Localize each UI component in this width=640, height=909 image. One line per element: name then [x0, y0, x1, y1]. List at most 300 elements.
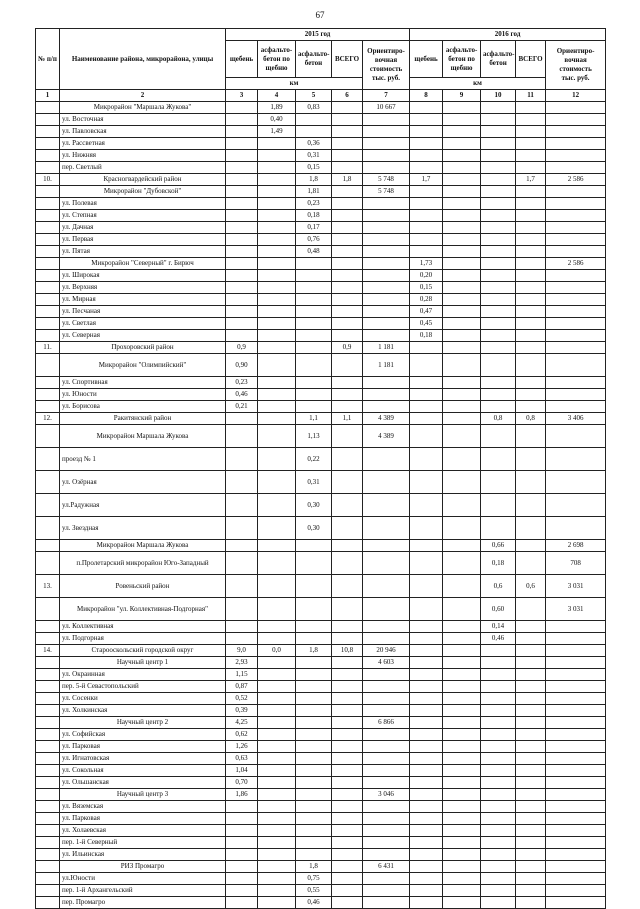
row-value — [258, 198, 296, 210]
row-value: 0,18 — [481, 552, 516, 575]
row-value — [296, 621, 332, 633]
row-name: Ровеньский район — [60, 575, 226, 598]
row-value — [516, 897, 546, 909]
row-value — [516, 741, 546, 753]
row-value — [481, 282, 516, 294]
row-number — [36, 234, 60, 246]
row-value — [332, 741, 363, 753]
row-value — [226, 837, 258, 849]
row-value — [363, 753, 410, 765]
row-number — [36, 306, 60, 318]
row-value: 1 181 — [363, 342, 410, 354]
row-value — [443, 705, 481, 717]
row-value — [258, 741, 296, 753]
row-value — [410, 633, 443, 645]
row-value: 0,6 — [481, 575, 516, 598]
table-row — [36, 174, 606, 186]
row-value — [443, 102, 481, 114]
table-row — [36, 114, 606, 126]
row-value: 3 406 — [546, 413, 606, 425]
row-value: 0,90 — [226, 354, 258, 377]
row-value — [258, 150, 296, 162]
row-value: 0,15 — [296, 162, 332, 174]
row-value — [516, 657, 546, 669]
row-value — [363, 282, 410, 294]
row-value: 0,46 — [296, 897, 332, 909]
row-value: 1 181 — [363, 354, 410, 377]
row-value — [410, 126, 443, 138]
row-value — [443, 389, 481, 401]
row-value — [546, 813, 606, 825]
row-value — [296, 330, 332, 342]
row-value: 0,36 — [296, 138, 332, 150]
row-value — [363, 837, 410, 849]
table-row — [36, 729, 606, 741]
row-value — [443, 517, 481, 540]
row-value — [226, 138, 258, 150]
row-value — [363, 777, 410, 789]
row-value — [546, 246, 606, 258]
row-value — [296, 540, 332, 552]
row-name: ул. Полевая — [60, 198, 226, 210]
table-row — [36, 777, 606, 789]
row-value — [332, 471, 363, 494]
row-name: ул. Озёрная — [60, 471, 226, 494]
row-value — [516, 621, 546, 633]
row-name: ул. Ольшанская — [60, 777, 226, 789]
row-value — [546, 494, 606, 517]
row-value — [410, 102, 443, 114]
row-value — [332, 126, 363, 138]
table-row — [36, 330, 606, 342]
row-value — [258, 897, 296, 909]
row-value — [443, 377, 481, 389]
row-value — [258, 717, 296, 729]
row-value: 1,1 — [332, 413, 363, 425]
row-value — [363, 138, 410, 150]
row-number — [36, 258, 60, 270]
row-value — [443, 693, 481, 705]
row-value — [410, 222, 443, 234]
row-name: ул. Мирная — [60, 294, 226, 306]
row-value: 0,47 — [410, 306, 443, 318]
row-value — [546, 741, 606, 753]
row-value — [296, 270, 332, 282]
row-value: 0,22 — [296, 448, 332, 471]
row-value — [363, 162, 410, 174]
row-value — [516, 246, 546, 258]
table-row — [36, 282, 606, 294]
row-value: 0,31 — [296, 150, 332, 162]
row-value — [332, 330, 363, 342]
row-name: ул. Песчаная — [60, 306, 226, 318]
table-row — [36, 741, 606, 753]
row-value — [258, 813, 296, 825]
row-value — [363, 633, 410, 645]
row-value — [410, 873, 443, 885]
row-value — [443, 753, 481, 765]
row-value — [226, 126, 258, 138]
table-row — [36, 389, 606, 401]
row-number — [36, 789, 60, 801]
row-value — [516, 330, 546, 342]
row-name: пер. Промагро — [60, 897, 226, 909]
row-name: ул. Сокольная — [60, 765, 226, 777]
table-row — [36, 222, 606, 234]
row-value — [546, 306, 606, 318]
row-value — [226, 174, 258, 186]
row-value — [258, 425, 296, 448]
row-value — [258, 837, 296, 849]
row-value — [363, 150, 410, 162]
row-value — [258, 765, 296, 777]
row-value — [410, 705, 443, 717]
row-number: 11. — [36, 342, 60, 354]
row-value — [363, 741, 410, 753]
row-value — [410, 138, 443, 150]
table-row — [36, 126, 606, 138]
col-number: 5 — [296, 90, 332, 102]
row-value — [481, 222, 516, 234]
row-value — [332, 837, 363, 849]
header-2016-asphalt-gravel: асфальто-бетон по щебню — [443, 41, 481, 78]
row-value — [258, 849, 296, 861]
row-value — [332, 873, 363, 885]
row-value — [481, 789, 516, 801]
row-value — [481, 777, 516, 789]
col-number: 9 — [443, 90, 481, 102]
row-value — [258, 669, 296, 681]
row-value — [546, 270, 606, 282]
row-value: 6 431 — [363, 861, 410, 873]
row-value — [546, 789, 606, 801]
row-value — [516, 885, 546, 897]
row-value — [363, 575, 410, 598]
row-value — [296, 389, 332, 401]
row-number — [36, 657, 60, 669]
row-value — [481, 354, 516, 377]
row-value: 4 389 — [363, 425, 410, 448]
row-value — [546, 633, 606, 645]
row-value: 0,18 — [410, 330, 443, 342]
row-value: 9,0 — [226, 645, 258, 657]
row-value — [332, 294, 363, 306]
row-value: 5 748 — [363, 174, 410, 186]
row-value — [332, 186, 363, 198]
row-value — [296, 825, 332, 837]
row-value — [481, 174, 516, 186]
row-value — [332, 114, 363, 126]
row-number: 14. — [36, 645, 60, 657]
row-value — [332, 598, 363, 621]
row-value — [546, 354, 606, 377]
row-value — [332, 540, 363, 552]
row-value — [258, 210, 296, 222]
row-value — [410, 389, 443, 401]
row-value: 0,55 — [296, 885, 332, 897]
row-value — [226, 186, 258, 198]
row-value — [516, 138, 546, 150]
row-value — [226, 471, 258, 494]
row-value — [443, 186, 481, 198]
row-value — [363, 126, 410, 138]
table-row — [36, 318, 606, 330]
header-2016-total: ВСЕГО — [516, 41, 546, 78]
row-value — [226, 540, 258, 552]
row-value — [332, 389, 363, 401]
row-value — [410, 448, 443, 471]
row-value — [481, 861, 516, 873]
header-2015-total: ВСЕГО — [332, 41, 363, 78]
row-value — [363, 448, 410, 471]
row-number: 10. — [36, 174, 60, 186]
row-value — [516, 540, 546, 552]
row-value — [481, 138, 516, 150]
row-value — [410, 401, 443, 413]
row-value — [443, 849, 481, 861]
row-value: 4 603 — [363, 657, 410, 669]
row-value — [443, 150, 481, 162]
row-name: ул. Окраинная — [60, 669, 226, 681]
row-value: 0,87 — [226, 681, 258, 693]
row-value — [226, 813, 258, 825]
row-value — [296, 294, 332, 306]
row-number — [36, 552, 60, 575]
col-number: 3 — [226, 90, 258, 102]
row-value — [363, 114, 410, 126]
row-value — [296, 354, 332, 377]
row-value — [481, 657, 516, 669]
row-value — [226, 621, 258, 633]
row-value — [546, 401, 606, 413]
row-value: 0,62 — [226, 729, 258, 741]
row-value — [481, 705, 516, 717]
row-value: 0,39 — [226, 705, 258, 717]
row-value — [258, 354, 296, 377]
row-value — [332, 849, 363, 861]
row-value — [516, 150, 546, 162]
table-row — [36, 354, 606, 377]
roads-table — [35, 28, 606, 909]
row-value — [481, 717, 516, 729]
row-value — [258, 777, 296, 789]
row-value — [332, 621, 363, 633]
row-value — [443, 873, 481, 885]
table-row — [36, 552, 606, 575]
row-name: Научный центр 2 — [60, 717, 226, 729]
row-value — [481, 873, 516, 885]
row-value — [410, 669, 443, 681]
row-value — [481, 377, 516, 389]
row-value — [443, 657, 481, 669]
row-value — [332, 258, 363, 270]
row-value: 1,7 — [516, 174, 546, 186]
row-value — [481, 801, 516, 813]
row-value — [516, 198, 546, 210]
row-value — [296, 681, 332, 693]
row-name: ул. Степная — [60, 210, 226, 222]
row-value — [363, 885, 410, 897]
row-value: 3 031 — [546, 575, 606, 598]
row-number: 13. — [36, 575, 60, 598]
row-number — [36, 150, 60, 162]
row-value — [296, 114, 332, 126]
row-value — [516, 494, 546, 517]
row-value — [226, 849, 258, 861]
row-value — [516, 318, 546, 330]
row-value: 20 946 — [363, 645, 410, 657]
row-value: 1,89 — [258, 102, 296, 114]
row-value — [443, 813, 481, 825]
row-value: 1,7 — [410, 174, 443, 186]
row-value — [258, 294, 296, 306]
row-value — [258, 186, 296, 198]
row-value — [546, 471, 606, 494]
row-value — [258, 621, 296, 633]
row-value — [410, 114, 443, 126]
row-number — [36, 849, 60, 861]
row-value: 0,46 — [481, 633, 516, 645]
row-value — [296, 258, 332, 270]
row-value — [546, 693, 606, 705]
row-value — [516, 102, 546, 114]
row-value — [296, 705, 332, 717]
row-value: 0,8 — [516, 413, 546, 425]
row-value — [516, 873, 546, 885]
row-value — [481, 318, 516, 330]
row-value — [296, 575, 332, 598]
row-value — [363, 540, 410, 552]
row-value — [546, 318, 606, 330]
row-value — [363, 198, 410, 210]
row-value — [481, 825, 516, 837]
row-value — [443, 210, 481, 222]
row-value — [363, 389, 410, 401]
table-row — [36, 825, 606, 837]
row-value — [363, 330, 410, 342]
header-2015-unit: км — [226, 78, 363, 90]
row-value — [546, 282, 606, 294]
row-name: ул. Вяземская — [60, 801, 226, 813]
row-value — [546, 377, 606, 389]
row-value — [410, 741, 443, 753]
col-number: 8 — [410, 90, 443, 102]
row-value — [546, 705, 606, 717]
col-number: 6 — [332, 90, 363, 102]
row-value — [546, 825, 606, 837]
row-number — [36, 825, 60, 837]
row-value — [546, 717, 606, 729]
page-number: 67 — [315, 10, 325, 20]
row-value — [546, 729, 606, 741]
row-value — [546, 885, 606, 897]
row-name: ул. Коллективная — [60, 621, 226, 633]
table-row — [36, 270, 606, 282]
row-value: 0,60 — [481, 598, 516, 621]
row-value — [226, 598, 258, 621]
row-value — [546, 657, 606, 669]
table-row — [36, 657, 606, 669]
row-value — [516, 162, 546, 174]
table-row — [36, 198, 606, 210]
row-value — [546, 621, 606, 633]
row-name: Прохоровский район — [60, 342, 226, 354]
row-value — [296, 717, 332, 729]
row-value: 1,13 — [296, 425, 332, 448]
row-value — [481, 813, 516, 825]
row-value — [410, 753, 443, 765]
row-value — [481, 669, 516, 681]
row-value — [481, 897, 516, 909]
row-value — [363, 705, 410, 717]
table-row — [36, 873, 606, 885]
row-value — [258, 575, 296, 598]
table-row — [36, 258, 606, 270]
row-value: 0,75 — [296, 873, 332, 885]
row-value — [363, 210, 410, 222]
row-value — [296, 318, 332, 330]
row-value — [226, 517, 258, 540]
row-value — [332, 813, 363, 825]
row-name: ул. Восточная — [60, 114, 226, 126]
row-value — [226, 318, 258, 330]
table-row — [36, 705, 606, 717]
row-value — [481, 246, 516, 258]
row-value — [363, 849, 410, 861]
row-value — [443, 354, 481, 377]
row-value — [546, 210, 606, 222]
row-value — [296, 729, 332, 741]
row-name: Старооскольский городской округ — [60, 645, 226, 657]
row-value: 0,6 — [516, 575, 546, 598]
col-number: 12 — [546, 90, 606, 102]
header-2016: 2016 год — [410, 29, 606, 41]
row-value — [516, 222, 546, 234]
row-value — [443, 425, 481, 448]
row-value — [443, 897, 481, 909]
row-number — [36, 425, 60, 448]
row-value — [296, 342, 332, 354]
row-value — [410, 517, 443, 540]
row-value: 1,81 — [296, 186, 332, 198]
row-value: 1,49 — [258, 126, 296, 138]
row-value — [332, 801, 363, 813]
row-value — [410, 765, 443, 777]
row-value — [296, 813, 332, 825]
row-value — [443, 138, 481, 150]
row-value — [226, 425, 258, 448]
row-value — [332, 729, 363, 741]
row-value: 0,17 — [296, 222, 332, 234]
row-value: 1,04 — [226, 765, 258, 777]
row-value — [546, 389, 606, 401]
row-value — [363, 598, 410, 621]
row-value — [481, 150, 516, 162]
row-value — [226, 222, 258, 234]
row-value — [546, 126, 606, 138]
row-value — [258, 633, 296, 645]
row-value — [410, 645, 443, 657]
header-2016-asphalt: асфальто-бетон — [481, 41, 516, 78]
row-value — [258, 729, 296, 741]
row-value — [332, 162, 363, 174]
header-num: № п/п — [36, 29, 60, 90]
row-number — [36, 897, 60, 909]
row-value — [516, 471, 546, 494]
row-number — [36, 717, 60, 729]
row-name: РИЗ Промагро — [60, 861, 226, 873]
row-number — [36, 126, 60, 138]
